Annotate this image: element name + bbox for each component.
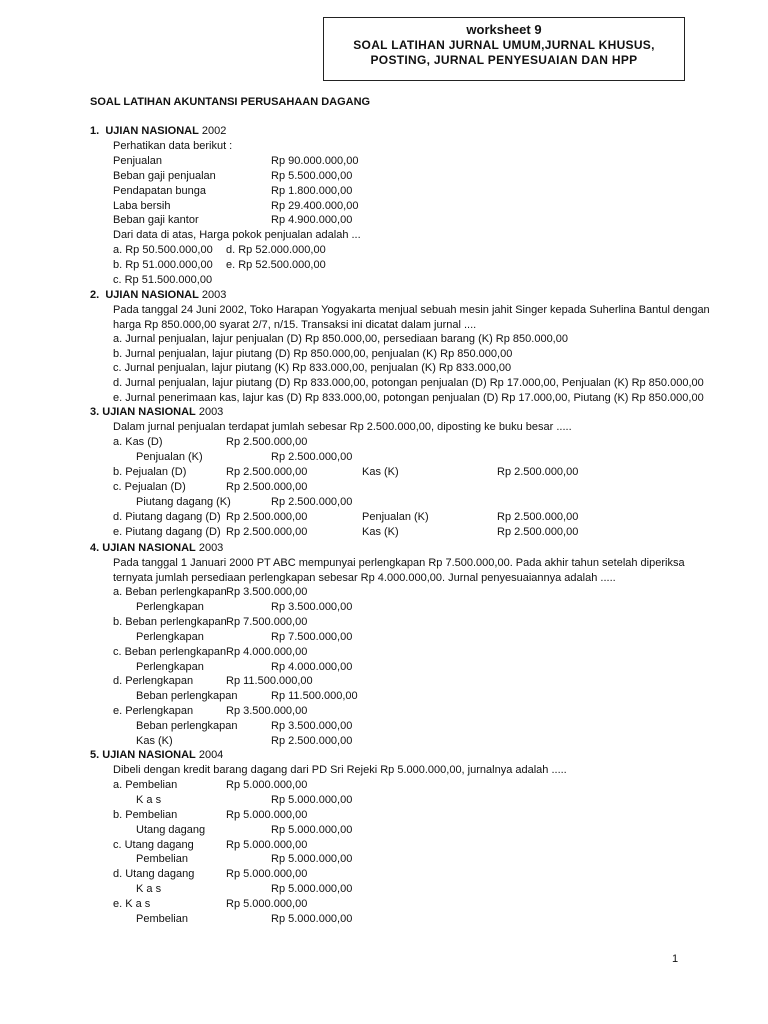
- question-year: 2004: [198, 749, 224, 761]
- worksheet-title-box: [323, 17, 685, 81]
- question-source: UJIAN NASIONAL: [105, 125, 199, 137]
- question-5-text: Dibeli dengan kredit barang dagang dari PD Sri Rejeki Rp 5.000.000,00, jurnalnya adalah .....: [113, 764, 567, 776]
- question-source: UJIAN NASIONAL: [102, 542, 196, 554]
- answer-option-b: b. Jurnal penjualan, lajur piutang (D) Rp 850.000,00, penjualan (K) Rp 850.000,00: [113, 348, 513, 360]
- question-2-text-line2: harga Rp 850.000,00 syarat 2/7, n/15. Transaksi ini dicatat dalam jurnal ....: [113, 319, 477, 331]
- journal-credit-amount: Rp 5.000.000,00: [271, 853, 353, 865]
- data-label: Beban gaji kantor: [113, 214, 199, 226]
- answer-option-b: b. Rp 51.000.000,00: [113, 259, 213, 271]
- journal-credit-amount: Rp 2.500.000,00: [497, 526, 579, 538]
- question-1-text: Dari data di atas, Harga pokok penjualan adalah ...: [113, 229, 361, 241]
- journal-debit-account: d. Piutang dagang (D): [113, 511, 221, 523]
- journal-credit-account: Pembelian: [136, 913, 188, 925]
- journal-credit-account: Kas (K): [136, 735, 173, 747]
- journal-debit-account: e. Piutang dagang (D): [113, 526, 221, 538]
- journal-debit-account: d. Utang dagang: [113, 868, 195, 880]
- journal-debit-account: c. Utang dagang: [113, 839, 194, 851]
- journal-debit-account: c. Beban perlengkapan: [113, 646, 227, 658]
- question-number: 1.: [90, 125, 100, 137]
- journal-credit-amount: Rp 3.500.000,00: [271, 720, 353, 732]
- question-4-text-line1: Pada tanggal 1 Januari 2000 PT ABC mempunyai perlengkapan Rp 7.500.000,00. Pada akhir tahun setelah diperiksa: [113, 557, 685, 569]
- question-number: 5.: [90, 749, 100, 761]
- data-label: Pendapatan bunga: [113, 185, 206, 197]
- question-year: 2003: [198, 542, 224, 554]
- journal-credit-amount: Rp 2.500.000,00: [497, 511, 579, 523]
- journal-credit-amount: Rp 3.500.000,00: [271, 601, 353, 613]
- journal-credit-account: Beban perlengkapan: [136, 720, 238, 732]
- data-label: Beban gaji penjualan: [113, 170, 216, 182]
- journal-debit-amount: Rp 4.000.000,00: [226, 646, 308, 658]
- question-number: 3.: [90, 406, 100, 418]
- answer-option-e: e. Jurnal penerimaan kas, lajur kas (D) Rp 833.000,00, potongan penjualan (D) Rp 17.000,00, Piutang (K) Rp 850.000,00: [113, 392, 704, 404]
- journal-debit-amount: Rp 5.000.000,00: [226, 809, 308, 821]
- journal-credit-amount: Rp 11.500.000,00: [271, 690, 358, 702]
- journal-credit-amount: Rp 2.500.000,00: [271, 496, 353, 508]
- journal-debit-amount: Rp 2.500.000,00: [226, 481, 308, 493]
- journal-debit-amount: Rp 2.500.000,00: [226, 511, 308, 523]
- answer-option-a: a. Jurnal penjualan, lajur penjualan (D) Rp 850.000,00, persediaan barang (K) Rp 850.000,00: [113, 333, 568, 345]
- journal-debit-account: a. Kas (D): [113, 436, 163, 448]
- answer-option-a: a. Rp 50.500.000,00: [113, 244, 213, 256]
- journal-debit-account: b. Pembelian: [113, 809, 178, 821]
- data-value: Rp 29.400.000,00: [271, 200, 359, 212]
- worksheet-title: worksheet 9: [466, 22, 542, 37]
- journal-credit-account: Piutang dagang (K): [136, 496, 231, 508]
- data-value: Rp 4.900.000,00: [271, 214, 353, 226]
- question-source: UJIAN NASIONAL: [102, 406, 196, 418]
- question-2-heading: [90, 288, 226, 302]
- journal-credit-account: Kas (K): [362, 466, 399, 478]
- question-number: 2.: [90, 289, 100, 301]
- journal-debit-amount: Rp 7.500.000,00: [226, 616, 308, 628]
- answer-option-c: c. Jurnal penjualan, lajur piutang (K) Rp 833.000,00, penjualan (K) Rp 833.000,00: [113, 362, 512, 374]
- question-2-text-line1: Pada tanggal 24 Juni 2002, Toko Harapan Yogyakarta menjual sebuah mesin jahit Singer kepada Suherlina Bantul dengan: [113, 304, 710, 316]
- journal-credit-account: K a s: [136, 794, 162, 806]
- question-number: 4.: [90, 542, 100, 554]
- answer-option-d: d. Rp 52.000.000,00: [226, 244, 326, 256]
- journal-credit-account: Penjualan (K): [136, 451, 203, 463]
- journal-debit-account: e. Perlengkapan: [113, 705, 194, 717]
- journal-debit-account: c. Pejualan (D): [113, 481, 186, 493]
- journal-credit-amount: Rp 5.000.000,00: [271, 824, 353, 836]
- section-heading: SOAL LATIHAN AKUNTANSI PERUSAHAAN DAGANG: [90, 96, 371, 108]
- journal-debit-account: b. Beban perlengkapan: [113, 616, 227, 628]
- journal-debit-amount: Rp 3.500.000,00: [226, 586, 308, 598]
- journal-credit-amount: Rp 7.500.000,00: [271, 631, 353, 643]
- journal-debit-amount: Rp 2.500.000,00: [226, 466, 308, 478]
- data-label: Laba bersih: [113, 200, 171, 212]
- journal-debit-amount: Rp 5.000.000,00: [226, 868, 308, 880]
- journal-credit-account: Perlengkapan: [136, 601, 204, 613]
- data-value: Rp 90.000.000,00: [271, 155, 359, 167]
- journal-debit-amount: Rp 2.500.000,00: [226, 526, 308, 538]
- question-year: 2002: [201, 125, 227, 137]
- journal-debit-account: a. Beban perlengkapan: [113, 586, 227, 598]
- journal-debit-account: d. Perlengkapan: [113, 675, 194, 687]
- question-1-heading: [90, 124, 226, 138]
- journal-debit-account: b. Pejualan (D): [113, 466, 187, 478]
- answer-option-d: d. Jurnal penjualan, lajur piutang (D) Rp 833.000,00, potongan penjualan (D) Rp 17.000,00, Penjualan (K) Rp 850.000,00: [113, 377, 704, 389]
- page-number: 1: [672, 953, 679, 965]
- journal-debit-account: e. K a s: [113, 898, 151, 910]
- journal-credit-amount: Rp 2.500.000,00: [271, 735, 353, 747]
- journal-credit-account: Kas (K): [362, 526, 399, 538]
- question-1-intro: Perhatikan data berikut :: [113, 140, 233, 152]
- question-source: UJIAN NASIONAL: [102, 749, 196, 761]
- journal-credit-account: Penjualan (K): [362, 511, 429, 523]
- answer-option-e: e. Rp 52.500.000,00: [226, 259, 326, 271]
- journal-credit-account: K a s: [136, 883, 162, 895]
- question-source: UJIAN NASIONAL: [105, 289, 199, 301]
- question-4-text-line2: ternyata jumlah persediaan perlengkapan sebesar Rp 4.000.000,00. Jurnal penyesuaiannya adalah .....: [113, 572, 616, 584]
- data-value: Rp 5.500.000,00: [271, 170, 353, 182]
- journal-credit-account: Perlengkapan: [136, 631, 204, 643]
- journal-credit-amount: Rp 5.000.000,00: [271, 913, 353, 925]
- question-3-text: Dalam jurnal penjualan terdapat jumlah sebesar Rp 2.500.000,00, diposting ke buku besar .....: [113, 421, 572, 433]
- question-year: 2003: [201, 289, 227, 301]
- answer-option-c: c. Rp 51.500.000,00: [113, 274, 213, 286]
- worksheet-subtitle-2: POSTING, JURNAL PENYESUAIAN DAN HPP: [370, 53, 638, 67]
- data-label: Penjualan: [113, 155, 162, 167]
- journal-credit-amount: Rp 2.500.000,00: [497, 466, 579, 478]
- journal-credit-account: Perlengkapan: [136, 661, 204, 673]
- journal-credit-amount: Rp 5.000.000,00: [271, 794, 353, 806]
- journal-credit-account: Utang dagang: [136, 824, 206, 836]
- journal-credit-amount: Rp 4.000.000,00: [271, 661, 353, 673]
- data-value: Rp 1.800.000,00: [271, 185, 353, 197]
- journal-credit-account: Pembelian: [136, 853, 188, 865]
- journal-debit-amount: Rp 3.500.000,00: [226, 705, 308, 717]
- journal-debit-amount: Rp 5.000.000,00: [226, 839, 308, 851]
- worksheet-subtitle-1: SOAL LATIHAN JURNAL UMUM,JURNAL KHUSUS,: [353, 38, 655, 52]
- journal-debit-amount: Rp 5.000.000,00: [226, 898, 308, 910]
- question-3-heading: [90, 405, 223, 419]
- question-4-heading: [90, 541, 223, 555]
- journal-credit-amount: Rp 5.000.000,00: [271, 883, 353, 895]
- journal-credit-amount: Rp 2.500.000,00: [271, 451, 353, 463]
- journal-debit-amount: Rp 2.500.000,00: [226, 436, 308, 448]
- journal-debit-amount: Rp 5.000.000,00: [226, 779, 308, 791]
- question-5-heading: [90, 748, 223, 762]
- question-year: 2003: [198, 406, 224, 418]
- journal-credit-account: Beban perlengkapan: [136, 690, 238, 702]
- journal-debit-account: a. Pembelian: [113, 779, 178, 791]
- journal-debit-amount: Rp 11.500.000,00: [226, 675, 313, 687]
